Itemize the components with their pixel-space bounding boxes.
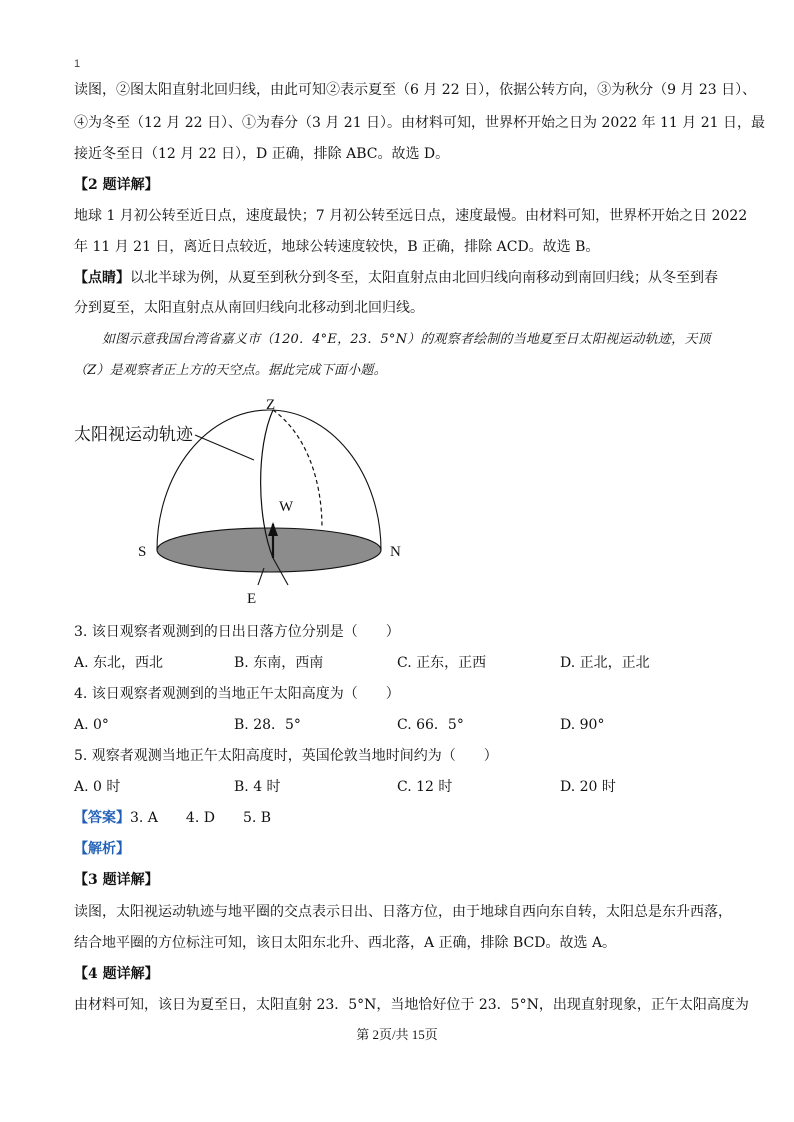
south-label: S xyxy=(138,544,147,560)
west-label: W xyxy=(279,499,294,515)
option-a: A. 0 时 xyxy=(74,779,121,795)
answer-line xyxy=(74,808,722,828)
intro-line: （Z）是观察者正上方的天空点。据此完成下面小题。 xyxy=(74,363,387,378)
option-d: D. 正北，正北 xyxy=(560,655,650,671)
trajectory-label: 太阳视运动轨迹 xyxy=(74,425,193,444)
corner-mark: 1 xyxy=(74,58,81,70)
option-d: D. 90° xyxy=(560,717,605,733)
option-a: A. 东北，西北 xyxy=(74,655,164,671)
option-b: B. 东南，西南 xyxy=(234,655,324,671)
option-c: C. 66．5° xyxy=(397,717,464,733)
paragraph-line: 结合地平圈的方位标注可知，该日太阳东北升、西北落，A 正确，排除 BCD。故选 A。 xyxy=(74,935,617,951)
question-4-stem: 4. 该日观察者观测到的当地正午太阳高度为（ ） xyxy=(74,686,400,702)
sun-path-diagram xyxy=(60,388,420,610)
east-label: E xyxy=(247,591,257,607)
tip-line: 分到夏至，太阳直射点从南回归线向北移动到北回归线。 xyxy=(74,300,424,316)
answer-text: 3. A 4. D 5. B xyxy=(130,810,272,826)
option-b: B. 4 时 xyxy=(234,779,281,795)
heading-q3: 【3 题详解】 xyxy=(74,872,159,888)
tip-line xyxy=(74,268,722,288)
heading-q2: 【2 题详解】 xyxy=(74,177,159,193)
answer-label: 【答案】 xyxy=(74,810,130,826)
option-b: B. 28．5° xyxy=(234,717,301,733)
north-label: N xyxy=(390,544,401,560)
paragraph-line: ④为冬至（12 月 22 日）、①为春分（3 月 21 日）。由材料可知，世界杯开始之日为 2022 年 11 月 21 日，最 xyxy=(74,115,766,131)
paragraph-line: 地球 1 月初公转至近日点，速度最快；7 月初公转至远日点，速度最慢。由材料可知，世界杯开始之日 2022 xyxy=(74,208,748,224)
paragraph-line: 接近冬至日（12 月 22 日），D 正确，排除 ABC。故选 D。 xyxy=(74,146,450,162)
analysis-line xyxy=(74,839,722,859)
option-a: A. 0° xyxy=(74,717,109,733)
tip-text: 以北半球为例，从夏至到秋分到冬至，太阳直射点由北回归线向南移动到南回归线；从冬至到春 xyxy=(130,270,718,286)
paragraph-line: 由材料可知，该日为夏至日，太阳直射 23．5°N，当地恰好位于 23．5°N，出现直射现象，正午太阳高度为 xyxy=(74,997,749,1013)
option-c: C. 正东，正西 xyxy=(397,655,487,671)
option-d: D. 20 时 xyxy=(560,779,616,795)
paragraph-line: 读图，②图太阳直射北回归线，由此可知②表示夏至（6 月 22 日），依据公转方向，③为秋分（9 月 23 日）、 xyxy=(74,82,757,98)
question-5-stem: 5. 观察者观测当地正午太阳高度时，英国伦敦当地时间约为（ ） xyxy=(74,748,498,764)
heading-q4: 【4 题详解】 xyxy=(74,966,159,982)
question-3-stem: 3. 该日观察者观测到的日出日落方位分别是（ ） xyxy=(74,624,400,640)
intro-line: 如图示意我国台湾省嘉义市（120．4°E，23．5°N）的观察者绘制的当地夏至日太阳视运动轨迹，天顶 xyxy=(102,332,711,347)
label-pointer xyxy=(195,435,254,460)
tip-label: 【点睛】 xyxy=(74,270,130,286)
paragraph-line: 读图，太阳视运动轨迹与地平圈的交点表示日出、日落方位，由于地球自西向东自转，太阳总是东升西落， xyxy=(74,904,732,920)
page-footer: 第 2页/共 15页 xyxy=(356,1027,438,1042)
analysis-label: 【解析】 xyxy=(74,841,130,857)
zenith-label: Z xyxy=(266,397,276,413)
option-c: C. 12 时 xyxy=(397,779,453,795)
paragraph-line: 年 11 月 21 日，离近日点较近，地球公转速度较快，B 正确，排除 ACD。故选 B。 xyxy=(74,239,600,255)
